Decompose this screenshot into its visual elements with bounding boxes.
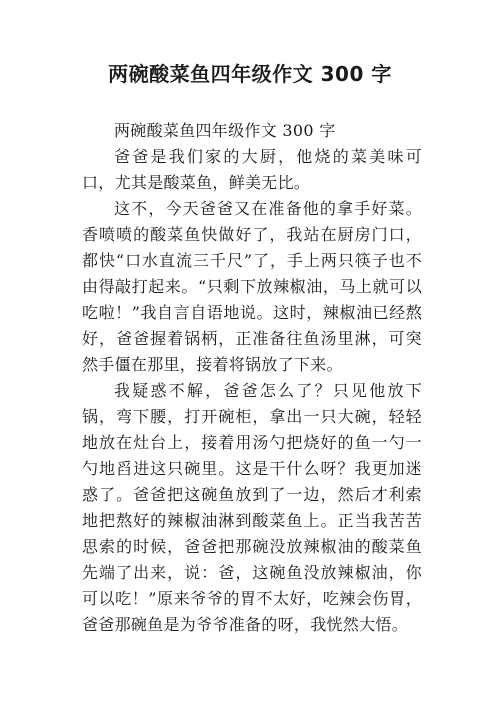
paragraph-3: 我疑惑不解，爸爸怎么了？只见他放下锅，弯下腰，打开碗柜，拿出一只大碗，轻轻地放在灶台上，接着用汤勺把烧好的鱼一勺一勺地舀进这只碗里。这是干什么呀？我更加迷惑了。爸爸把这碗鱼放到了一边，然后才利索地把熬好的辣椒油淋到酸菜鱼上。正当我苦苦思索的时候，爸爸把那碗没放辣椒油的酸菜鱼先端了出来，说：爸，这碗鱼没放辣椒油，你可以吃！”原来爷爷的胃不太好，吃辣会伤胃，爸爸那碗鱼是为爷爷准备的呀，我恍然大悟。: [82, 381, 422, 634]
paragraph-subtitle: 两碗酸菜鱼四年级作文 300 字: [114, 121, 336, 140]
document-title: 两碗酸菜鱼四年级作文 300 字: [108, 62, 392, 86]
document-body: [82, 118, 422, 638]
paragraph-1: 爸爸是我们家的大厨，他烧的菜美味可口，尤其是酸菜鱼，鲜美无比。: [82, 147, 422, 192]
paragraph-2: 这不，今天爸爸又在准备他的拿手好菜。香喷喷的酸菜鱼快做好了，我站在厨房门口，都快“口水直流三千尺”了，手上两只筷子也不由得敲打起来。“只剩下放辣椒油，马上就可以吃啦！”我自言自语地说。这时，辣椒油已经熬好，爸爸握着锅柄，正准备往鱼汤里淋，可突然手僵在那里，接着将锅放了下来。: [82, 199, 422, 374]
